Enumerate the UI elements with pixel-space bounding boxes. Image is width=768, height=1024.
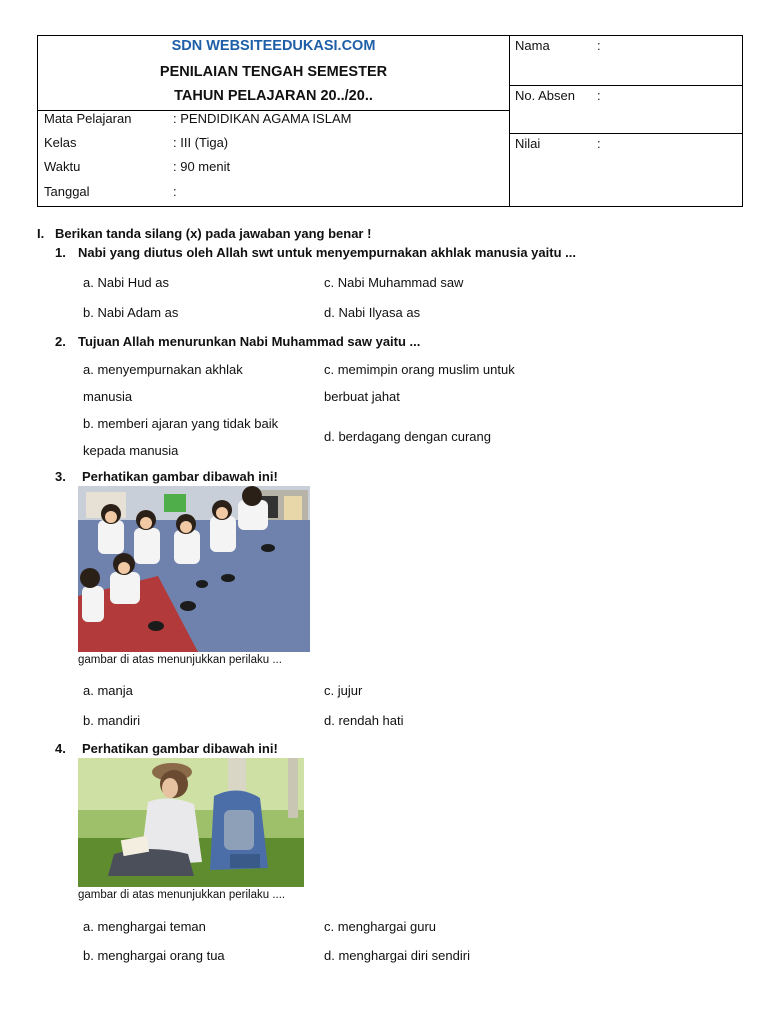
question-number: 2. [55,334,66,349]
name-field-colon: : [597,38,601,53]
option-b: b. mandiri [83,713,141,728]
option-c: c. jujur [324,683,363,698]
section-instruction: Berikan tanda silang (x) pada jawaban yang benar ! [55,226,372,241]
option-c-continued: berbuat jahat [324,389,400,404]
absen-field-label: No. Absen [515,88,575,103]
class-value: : III (Tiga) [173,135,229,150]
header-box [37,35,743,207]
question-text: Perhatikan gambar dibawah ini! [82,469,278,484]
option-a-continued: manusia [83,389,133,404]
option-b: b. Nabi Adam as [83,305,179,320]
time-value: : 90 menit [173,159,231,174]
time-label: Waktu [44,159,81,174]
option-a: a. menghargai teman [83,919,206,934]
option-b: b. menghargai orang tua [83,948,225,963]
school-name: SDN WEBSITEEDUKASI.COM [171,38,376,54]
header-divider [509,36,510,207]
absen-field-colon: : [597,88,601,103]
subject-value: : PENDIDIKAN AGAMA ISLAM [173,111,352,126]
option-d: d. rendah hati [324,713,404,728]
date-label: Tanggal [44,184,90,199]
exam-title: PENILAIAN TENGAH SEMESTER [159,64,388,80]
field-rule [509,85,743,86]
option-a: a. menyempurnakan akhlak [83,362,243,377]
option-c: c. Nabi Muhammad saw [324,275,464,290]
option-a: a. manja [83,683,133,698]
option-a: a. Nabi Hud as [83,275,169,290]
name-field-label: Nama [515,38,550,53]
question-number: 1. [55,245,66,260]
date-value: : [173,184,177,199]
question-number: 3. [55,469,66,484]
score-field-label: Nilai [515,136,541,151]
option-b-continued: kepada manusia [83,443,179,458]
field-rule [509,133,743,134]
score-field-colon: : [597,136,601,151]
option-c: c. menghargai guru [324,919,437,934]
section-number: I. [37,226,45,241]
option-b: b. memberi ajaran yang tidak baik [83,416,279,431]
photo-children-putting-on-socks [78,486,310,652]
question-text: Nabi yang diutus oleh Allah swt untuk menyempurnakan akhlak manusia yaitu ... [78,245,576,260]
question-number: 4. [55,741,66,756]
subject-label: Mata Pelajaran [44,111,132,126]
question-text: Perhatikan gambar dibawah ini! [82,741,278,756]
question-text: Tujuan Allah menurunkan Nabi Muhammad saw yaitu ... [78,334,421,349]
image-caption: gambar di atas menunjukkan perilaku .... [78,889,286,901]
option-d: d. menghargai diri sendiri [324,948,470,963]
option-d: d. berdagang dengan curang [324,429,491,444]
image-caption: gambar di atas menunjukkan perilaku ... [78,654,282,666]
school-year: TAHUN PELAJARAN 20../20.. [174,88,373,104]
option-c: c. memimpin orang muslim untuk [324,362,515,377]
class-label: Kelas [44,135,77,150]
option-d: d. Nabi Ilyasa as [324,305,421,320]
photo-woman-writing-with-backpack [78,758,304,887]
